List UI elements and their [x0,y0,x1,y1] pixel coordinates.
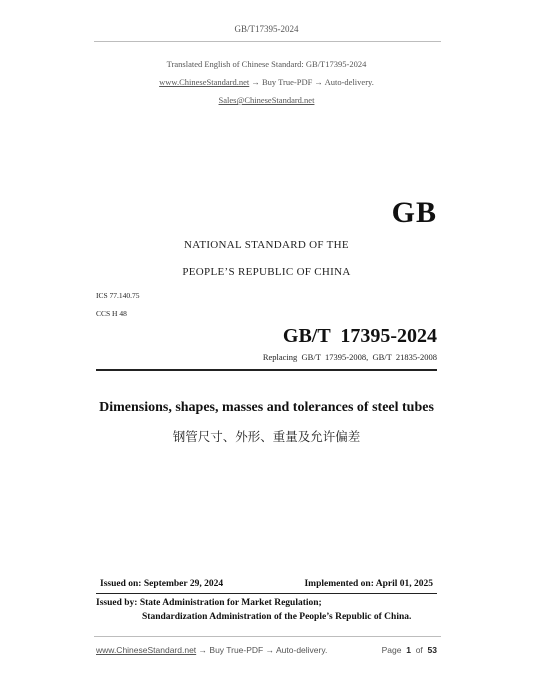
email-line [0,95,533,105]
page-current: 1 [406,645,411,655]
email-link[interactable]: Sales@ChineseStandard.net [218,95,315,105]
issued-by-line2: Standardization Administration of the People’s Republic of China. [142,612,412,622]
title-english: Dimensions, shapes, masses and tolerances of steel tubes [99,400,434,415]
page-indicator [382,645,437,655]
issued-on-date: Issued on: September 29, 2024 [100,579,224,589]
page-label: Page [381,645,402,655]
footer-divider [94,636,441,637]
footer-links [96,645,327,655]
replacing-note: Replacing GB/T 17395-2008, GB/T 21835-2008 [262,352,437,362]
title-divider [96,369,437,371]
site-link[interactable]: www.ChineseStandard.net [159,77,250,87]
footer-site-link[interactable]: www.ChineseStandard.net [96,645,197,655]
purchase-line [0,77,533,87]
header-divider [94,41,441,42]
issued-by-line1: Issued by: State Administration for Market Regulation; [96,598,322,608]
purchase-text: → Buy True-PDF → Auto-delivery. [249,77,374,87]
national-standard-line2: PEOPLE’S REPUBLIC OF CHINA [182,266,351,278]
dates-divider [96,593,437,594]
standard-number: GB/T 17395-2024 [282,325,437,347]
running-header: GB/T17395-2024 [234,24,299,34]
national-standard-line1: NATIONAL STANDARD OF THE [184,239,349,251]
page-total: 53 [427,645,437,655]
footer-purchase-text: → Buy True-PDF → Auto-delivery. [196,645,328,655]
ccs-code: CCS H 48 [96,309,127,318]
title-chinese: 钢管尺寸、外形、重量及允许偏差 [172,429,361,444]
translation-notice: Translated English of Chinese Standard: GB/T17395-2024 [166,59,367,69]
implemented-on-date: Implemented on: April 01, 2025 [304,579,433,589]
ics-code: ICS 77.140.75 [96,291,140,300]
of-label: of [415,645,423,655]
gb-mark: GB [391,196,437,229]
